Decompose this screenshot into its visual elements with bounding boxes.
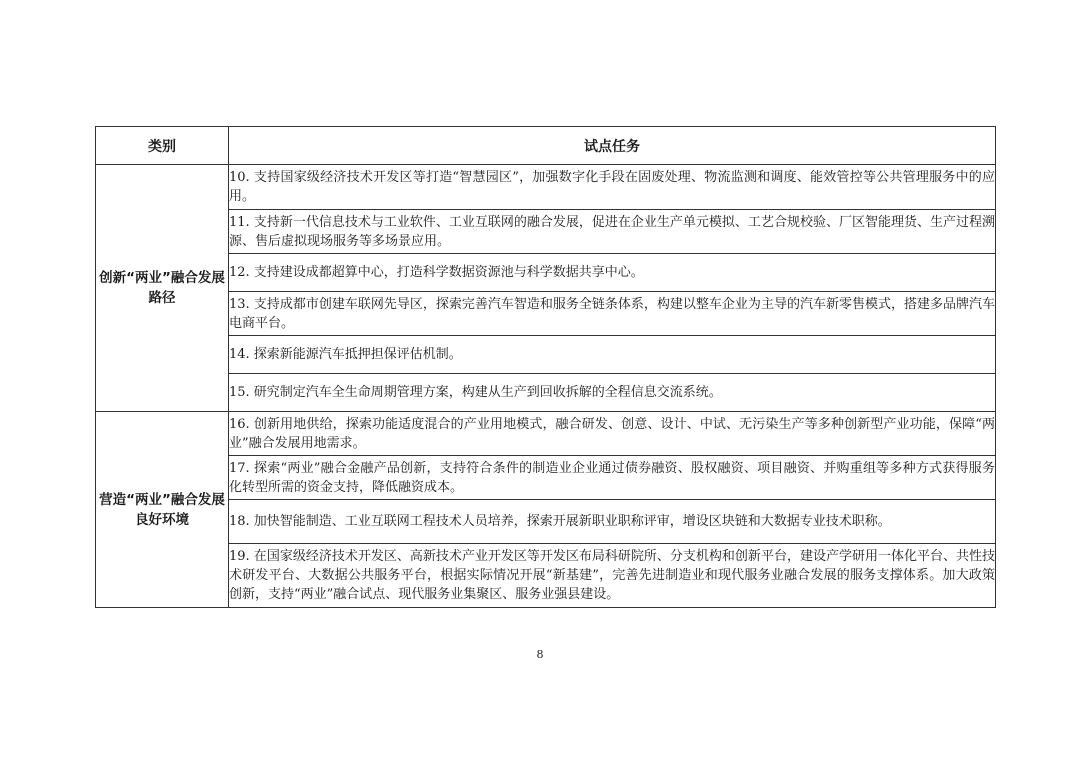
task-cell: 12. 支持建设成都超算中心，打造科学数据资源池与科学数据共享中心。 bbox=[229, 254, 996, 292]
table-row bbox=[96, 254, 996, 292]
page-number: 8 bbox=[536, 648, 544, 661]
table-row bbox=[96, 336, 996, 374]
task-cell: 16. 创新用地供给，探索功能适度混合的产业用地模式，融合研发、创意、设计、中试、无污染生产等多种创新型产业功能，保障“两业”融合发展用地需求。 bbox=[229, 412, 996, 456]
table-row bbox=[96, 374, 996, 412]
table-row bbox=[96, 165, 996, 210]
table-row bbox=[96, 544, 996, 608]
table-row bbox=[96, 500, 996, 544]
task-cell: 15. 研究制定汽车全生命周期管理方案，构建从生产到回收拆解的全程信息交流系统。 bbox=[229, 374, 996, 412]
category-cell-environment: 营造“两业”融合发展良好环境 bbox=[96, 412, 229, 608]
pilot-tasks-table bbox=[95, 126, 996, 608]
task-cell: 18. 加快智能制造、工业互联网工程技术人员培养，探索开展新职业职称评审，增设区块链和大数据专业技术职称。 bbox=[229, 500, 996, 544]
category-cell-innovation-path: 创新“两业”融合发展路径 bbox=[96, 165, 229, 412]
header-task: 试点任务 bbox=[229, 127, 996, 165]
table-row bbox=[96, 412, 996, 456]
task-cell: 14. 探索新能源汽车抵押担保评估机制。 bbox=[229, 336, 996, 374]
table-row bbox=[96, 456, 996, 500]
task-cell: 11. 支持新一代信息技术与工业软件、工业互联网的融合发展，促进在企业生产单元模拟、工艺合规校验、厂区智能理货、生产过程溯源、售后虚拟现场服务等多场景应用。 bbox=[229, 210, 996, 254]
task-cell: 19. 在国家级经济技术开发区、高新技术产业开发区等开发区布局科研院所、分支机构和创新平台，建设产学研用一体化平台、共性技术研发平台、大数据公共服务平台，根据实际情况开展“新基建”，完善先进制造业和现代服务业融合发展的服务支撑体系。加大政策创新，支持“两业”融合试点、现代服务业集聚区、服务业强县建设。 bbox=[229, 544, 996, 608]
task-cell: 17. 探索“两业”融合金融产品创新，支持符合条件的制造业企业通过债券融资、股权融资、项目融资、并购重组等多种方式获得服务化转型所需的资金支持，降低融资成本。 bbox=[229, 456, 996, 500]
table-row bbox=[96, 292, 996, 336]
header-category: 类别 bbox=[96, 127, 229, 165]
task-cell: 10. 支持国家级经济技术开发区等打造“智慧园区”，加强数字化手段在固废处理、物流监测和调度、能效管控等公共管理服务中的应用。 bbox=[229, 165, 996, 210]
table-row bbox=[96, 210, 996, 254]
task-cell: 13. 支持成都市创建车联网先导区，探索完善汽车智造和服务全链条体系，构建以整车企业为主导的汽车新零售模式，搭建多品牌汽车电商平台。 bbox=[229, 292, 996, 336]
table-header-row bbox=[96, 127, 996, 165]
